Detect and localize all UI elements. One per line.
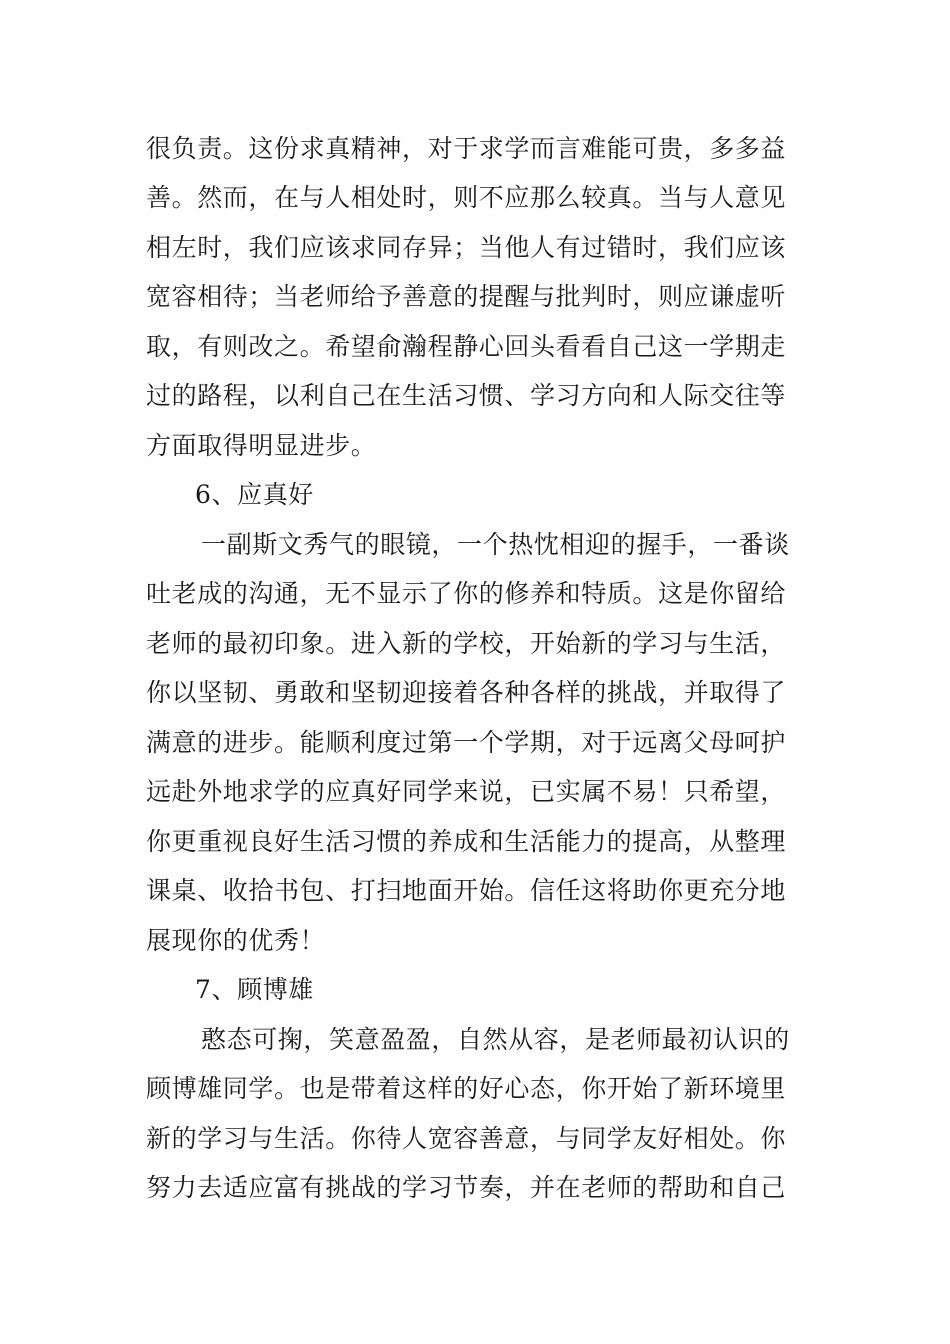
text-line: 过的路程，以利自己在生活习惯、学习方向和人际交往等 [146, 381, 787, 410]
text-line: 取，有则改之。希望俞瀚程静心回头看看自己这一学期走 [146, 332, 787, 361]
text-line: 满意的进步。能顺利度过第一个学期，对于远离父母呵护 [146, 728, 787, 757]
section-heading: 7、顾博雄 [195, 975, 314, 1004]
text-line: 你以坚韧、勇敢和坚韧迎接着各种各样的挑战，并取得了 [146, 678, 787, 707]
text-line: 憨态可掬，笑意盈盈，自然从容，是老师最初认识的 [201, 1025, 790, 1054]
text-line: 宽容相待；当老师给予善意的提醒与批判时，则应谦虚听 [146, 282, 787, 311]
text-line: 很负责。这份求真精神，对于求学而言难能可贵，多多益 [146, 134, 787, 163]
section-heading: 6、应真好 [195, 480, 314, 509]
text-line: 相左时，我们应该求同存异；当他人有过错时，我们应该 [146, 233, 787, 262]
text-line: 顾博雄同学。也是带着这样的好心态，你开始了新环境里 [146, 1074, 787, 1103]
text-line: 努力去适应富有挑战的学习节奏，并在老师的帮助和自己 [146, 1173, 787, 1202]
text-line: 方面取得明显进步。 [146, 431, 377, 460]
text-line: 展现你的优秀！ [146, 926, 326, 955]
text-line: 善。然而，在与人相处时，则不应那么较真。当与人意见 [146, 183, 787, 212]
text-line: 远赴外地求学的应真好同学来说，已实属不易！只希望， [146, 777, 787, 806]
text-line: 一副斯文秀气的眼镜，一个热忱相迎的握手，一番谈 [201, 530, 790, 559]
text-line: 你更重视良好生活习惯的养成和生活能力的提高，从整理 [146, 827, 787, 856]
text-line: 新的学习与生活。你待人宽容善意，与同学友好相处。你 [146, 1124, 787, 1153]
text-line: 老师的最初印象。进入新的学校，开始新的学习与生活， [146, 629, 787, 658]
text-line: 课桌、收拾书包、打扫地面开始。信任这将助你更充分地 [146, 876, 787, 905]
text-line: 吐老成的沟通，无不显示了你的修养和特质。这是你留给 [146, 579, 787, 608]
